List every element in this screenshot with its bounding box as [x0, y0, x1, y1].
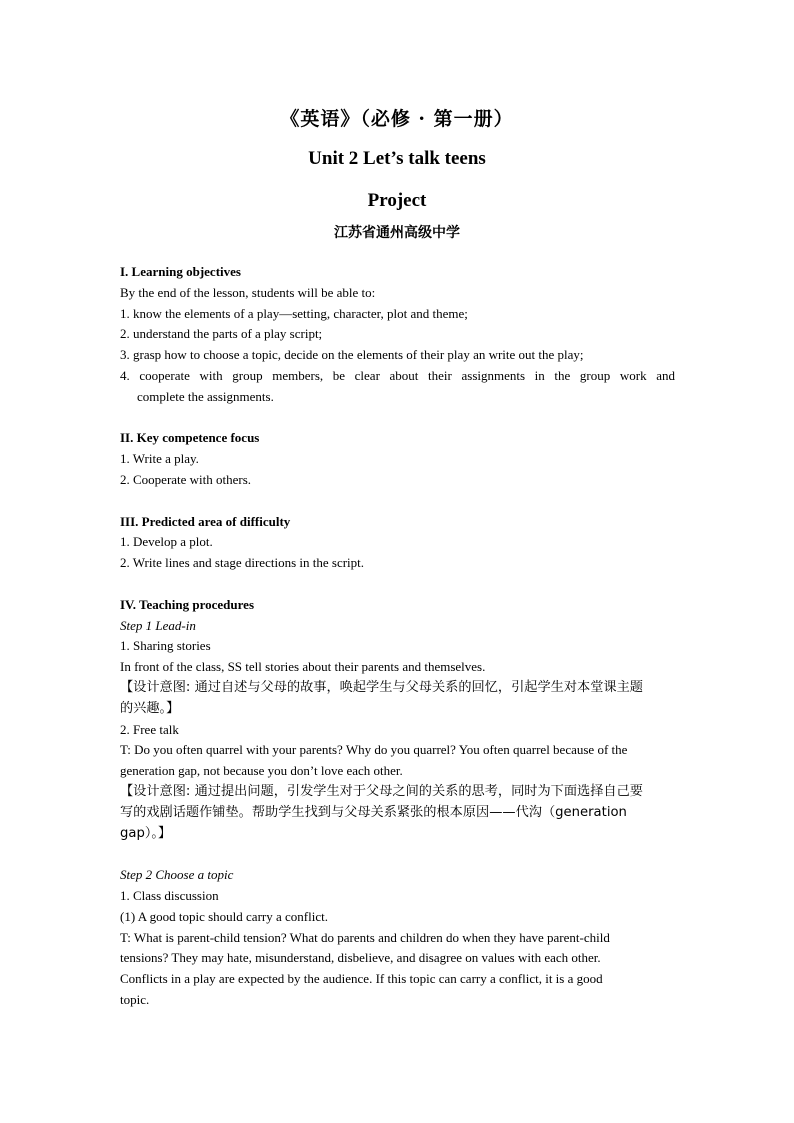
objective-item: 1. know the elements of a play—setting, character, plot and theme; [120, 305, 468, 321]
difficulty-heading: III. Predicted area of difficulty [120, 513, 291, 529]
step-text: T: What is parent-child tension? What do parents and children do when they have parent-child [120, 929, 610, 945]
objective-item: 3. grasp how to choose a topic, decide on the elements of their play an write out the play; [120, 347, 584, 363]
step-text: generation gap, not because you don’t love each other. [120, 763, 403, 779]
competence-item: 1. Write a play. [120, 451, 199, 467]
competence-item: 2. Cooperate with others. [120, 471, 252, 487]
step-text: Conflicts in a play are expected by the audience. If this topic can carry a conflict, it is a good [120, 971, 603, 987]
objective-item: 4. cooperate with group members, be clear about their assignments in the group work and [120, 367, 675, 383]
objective-item-continuation: complete the assignments. [137, 388, 274, 404]
difficulty-item: 1. Develop a plot. [120, 534, 213, 550]
school-name: 江苏省通州高级中学 [334, 225, 460, 241]
design-note: gap）。】 [120, 825, 172, 841]
step-text: In front of the class, SS tell stories about their parents and themselves. [120, 659, 486, 675]
design-note: 的兴趣。】 [120, 700, 180, 716]
step-subheading: 1. Class discussion [120, 887, 219, 903]
step-title: Step 2 Choose a topic [120, 867, 234, 883]
step-subheading: 2. Free talk [120, 721, 179, 737]
difficulty-item: 2. Write lines and stage directions in the script. [120, 555, 365, 571]
competence-heading: II. Key competence focus [120, 430, 260, 446]
step-text: tensions? They may hate, misunderstand, disbelieve, and disagree on values with each other. [120, 950, 601, 966]
document-body [120, 262, 675, 1011]
step-subheading: 1. Sharing stories [120, 638, 211, 654]
section-title: Project [367, 190, 427, 211]
design-note: 【设计意图: 通过自述与父母的故事，唤起学生与父母关系的回忆，引起学生对本堂课主题 [120, 679, 643, 695]
objectives-heading: I. Learning objectives [120, 264, 241, 279]
unit-title: Unit 2 Let’s talk teens [308, 148, 486, 169]
step-point: (1) A good topic should carry a conflict. [120, 908, 328, 924]
objectives-intro: By the end of the lesson, students will be able to: [120, 284, 376, 300]
procedures-heading: IV. Teaching procedures [120, 596, 255, 612]
document-title: 《英语》（必修 · 第一册） [280, 108, 514, 130]
design-note: 【设计意图: 通过提出问题，引发学生对于父母之间的关系的思考，同时为下面选择自己要 [120, 783, 643, 799]
step-text: topic. [120, 991, 150, 1007]
step-title: Step 1 Lead-in [120, 617, 196, 633]
step-text: T: Do you often quarrel with your parents? Why do you quarrel? You often quarrel because of the [120, 742, 628, 758]
objective-item: 2. understand the parts of a play script; [120, 326, 323, 342]
design-note: 写的戏剧话题作铺垫。帮助学生找到与父母关系紧张的根本原因——代沟（generation [120, 804, 627, 820]
